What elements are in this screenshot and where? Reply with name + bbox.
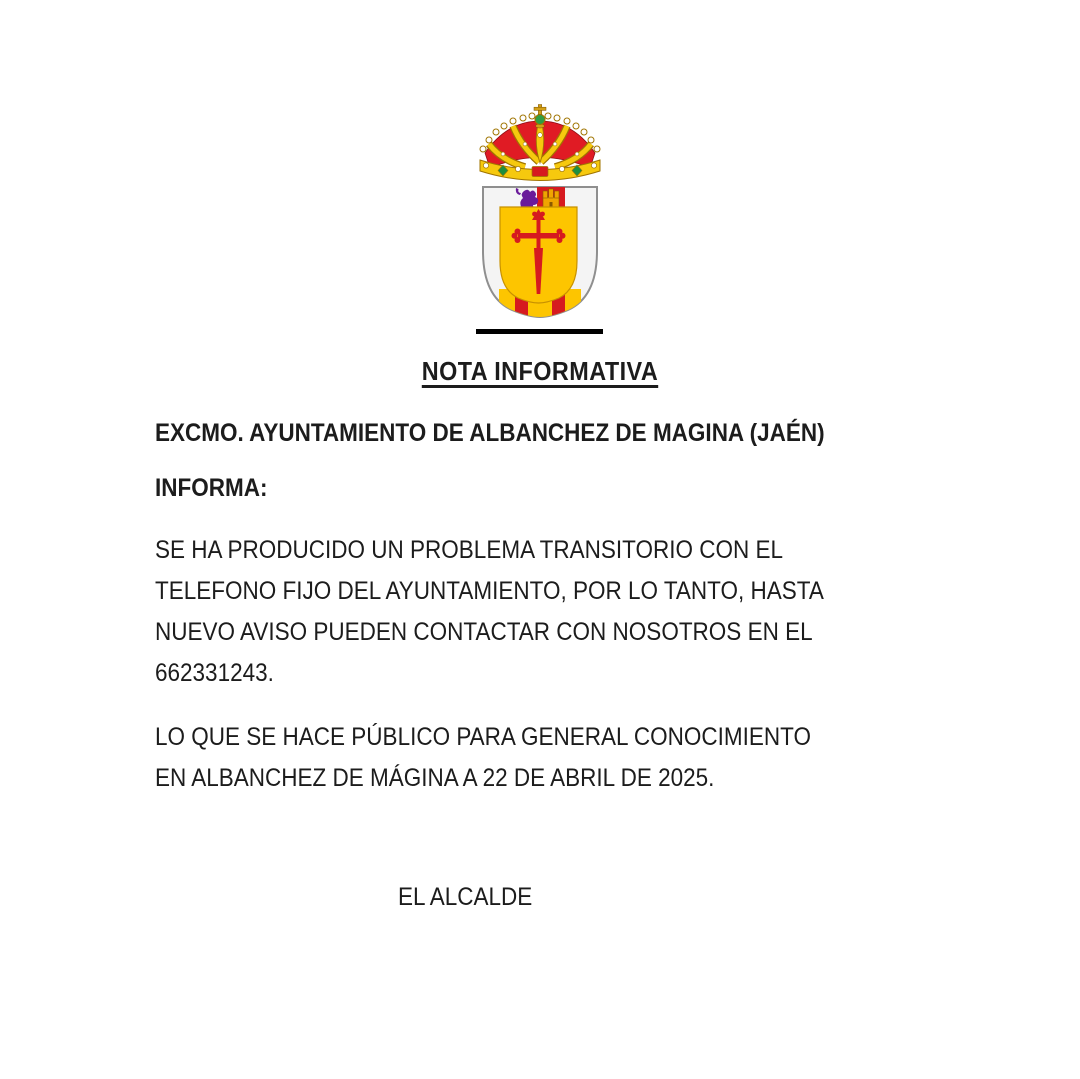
body-line: LO QUE SE HACE PÚBLICO PARA GENERAL CONOCIMIENTO xyxy=(155,723,811,751)
informa-label: INFORMA: xyxy=(155,474,268,502)
paragraph-2 xyxy=(155,717,811,799)
signature-el-alcalde: EL ALCALDE xyxy=(398,883,533,911)
paragraph-1 xyxy=(155,530,824,694)
body-line: 662331243. xyxy=(155,659,274,687)
body-line: TELEFONO FIJO DEL AYUNTAMIENTO, POR LO TANTO, HASTA xyxy=(155,577,824,605)
note-title: NOTA INFORMATIVA xyxy=(421,356,659,386)
body-line: NUEVO AVISO PUEDEN CONTACTAR CON NOSOTROS EN EL xyxy=(155,618,813,646)
emblem-underline xyxy=(476,329,603,334)
body-line: SE HA PRODUCIDO UN PROBLEMA TRANSITORIO CON EL xyxy=(155,536,784,564)
body-line: EN ALBANCHEZ DE MÁGINA A 22 DE ABRIL DE 2025. xyxy=(155,764,715,792)
coat-of-arms-icon xyxy=(473,103,607,323)
heading-ayuntamiento: EXCMO. AYUNTAMIENTO DE ALBANCHEZ DE MAGINA (JAÉN) xyxy=(155,419,825,447)
